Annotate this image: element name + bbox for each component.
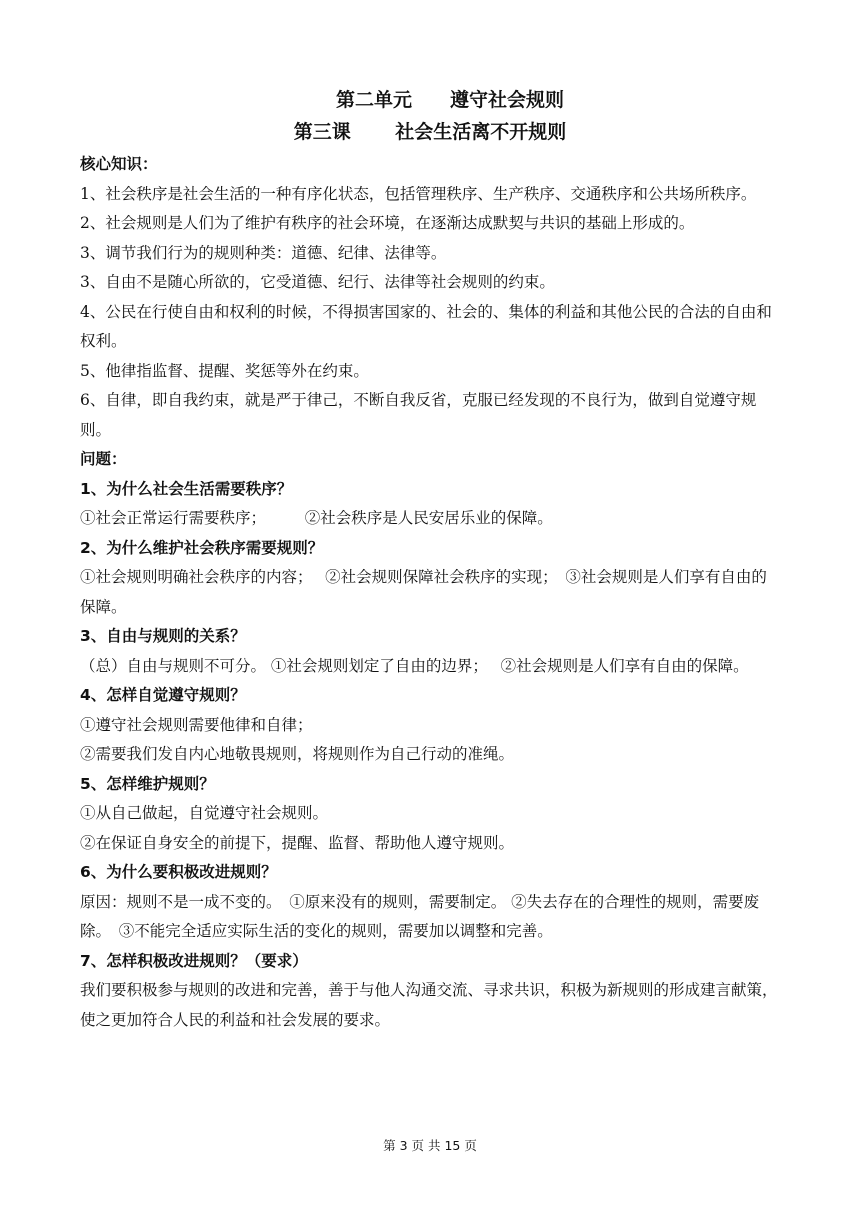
core-item: 1、社会秩序是社会生活的一种有序化状态，包括管理秩序、生产秩序、交通秩序和公共场所秩序。: [80, 184, 757, 203]
question-title: 7、怎样积极改进规则？（要求）: [80, 951, 308, 970]
answer-text: 我们要积极参与规则的改进和完善，善于与他人沟通交流、寻求共识，积极为新规则的形成建言献策，使之更加符合人民的利益和社会发展的要求。: [80, 981, 778, 1029]
question-title: 4、怎样自觉遵守规则？: [80, 686, 246, 704]
lesson-title: 第三课 社会生活离不开规则: [293, 121, 567, 143]
answer-text: ①社会规则明确社会秩序的内容； ②社会规则保障社会秩序的实现； ③社会规则是人们享有自由的保障。: [80, 568, 767, 616]
answer-text: ②在保证自身安全的前提下，提醒、监督、帮助他人遵守规则。: [80, 833, 515, 852]
answer-text: ②需要我们发自内心地敬畏规则，将规则作为自己行动的准绳。: [80, 745, 515, 763]
question-title: 2、为什么维护社会秩序需要规则？: [80, 538, 324, 557]
core-knowledge-heading: 核心知识：: [80, 155, 158, 173]
question-title: 1、为什么社会生活需要秩序？: [80, 479, 293, 498]
core-item: 6、自律，即自我约束，就是严于律己，不断自我反省，克服已经发现的不良行为，做到自觉遵守规则。: [80, 391, 757, 439]
answer-text: ①从自己做起，自觉遵守社会规则。: [80, 804, 329, 822]
core-item: 3、调节我们行为的规则种类：道德、纪律、法律等。: [80, 243, 447, 262]
core-item: 3、自由不是随心所欲的，它受道德、纪行、法律等社会规则的约束。: [80, 273, 555, 291]
questions-list: [80, 475, 780, 1036]
core-item: 4、公民在行使自由和权利的时候，不得损害国家的、社会的、集体的利益和其他公民的合法的自由和权利。: [80, 302, 772, 350]
answer-text: ①社会正常运行需要秩序； ②社会秩序是人民安居乐业的保障。: [80, 509, 553, 527]
core-item: 5、他律指监督、提醒、奖惩等外在约束。: [80, 361, 369, 380]
page-footer: 第 3 页 共 15 页: [383, 1138, 477, 1153]
document-content: [80, 84, 780, 1035]
question-title: 5、怎样维护规则？: [80, 774, 215, 793]
questions-heading: 问题：: [80, 450, 127, 468]
core-item: 2、社会规则是人们为了维护有秩序的社会环境，在逐渐达成默契与共识的基础上形成的。: [80, 214, 695, 232]
core-knowledge-list: [80, 180, 780, 446]
unit-title: 第二单元 遵守社会规则: [335, 89, 564, 111]
question-title: 6、为什么要积极改进规则？: [80, 863, 277, 881]
answer-text: ①遵守社会规则需要他律和自律；: [80, 715, 313, 734]
answer-text: （总）自由与规则不可分。 ①社会规则划定了自由的边界； ②社会规则是人们享有自由的保障。: [80, 656, 749, 675]
question-title: 3、自由与规则的关系？: [80, 627, 246, 645]
answer-text: 原因：规则不是一成不变的。 ①原来没有的规则，需要制定。 ②失去存在的合理性的规则，需要废除。 ③不能完全适应实际生活的变化的规则，需要加以调整和完善。: [80, 892, 760, 940]
